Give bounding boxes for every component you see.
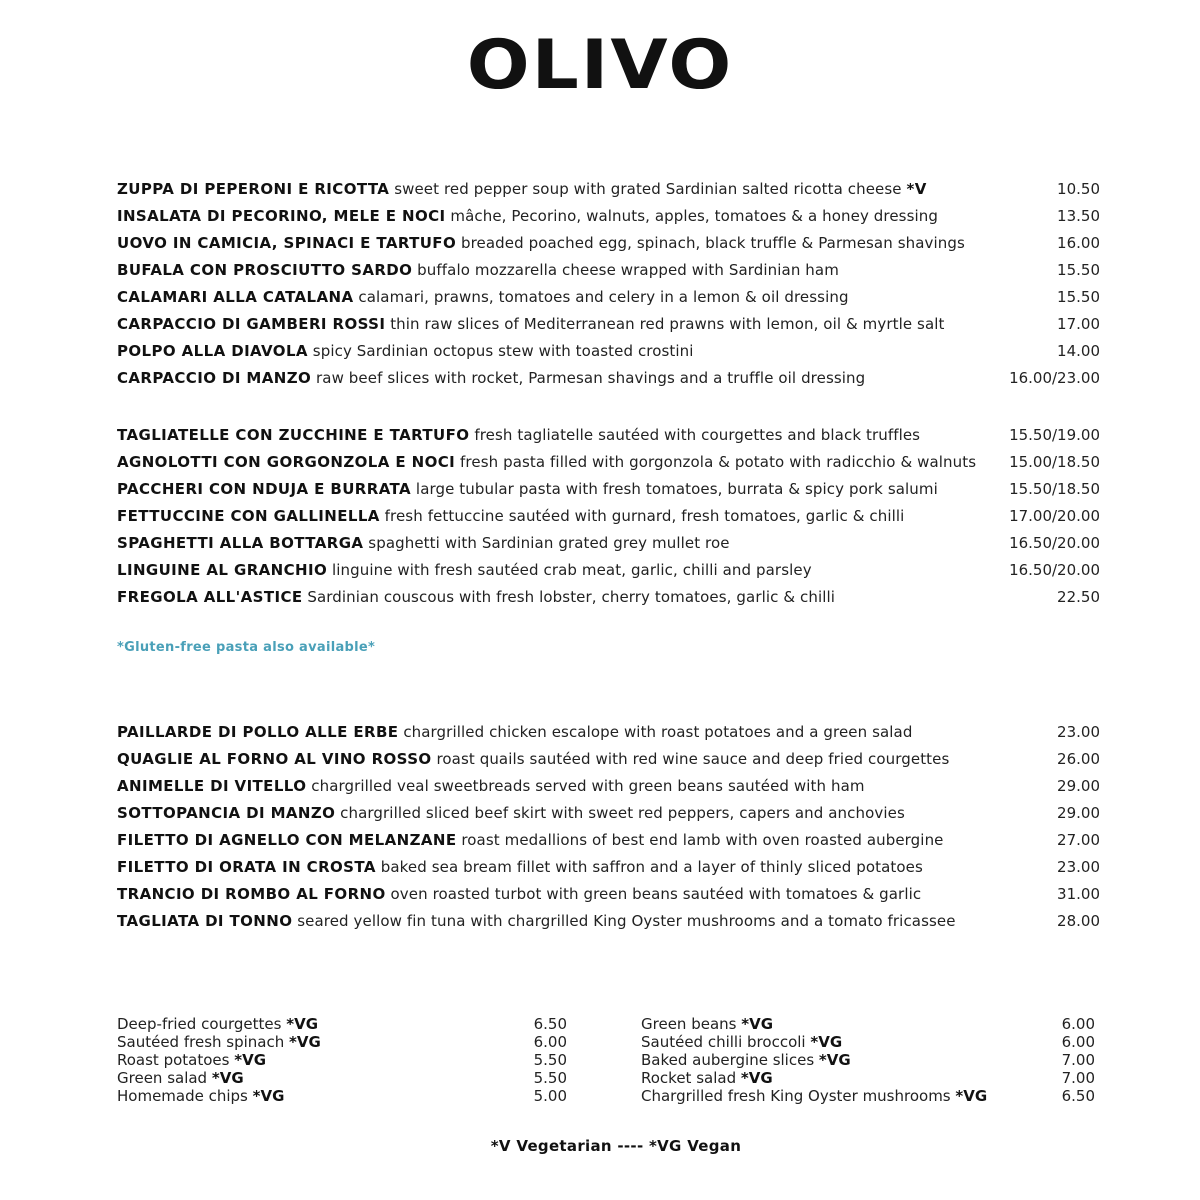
menu-item	[117, 534, 1100, 561]
menu-item-description: buffalo mozzarella cheese wrapped with Sardinian ham	[417, 261, 839, 279]
restaurant-title: OLIVO	[466, 25, 734, 105]
menu-item-description: fresh tagliatelle sautéed with courgettes and black truffles	[474, 426, 921, 444]
menu-item	[117, 912, 1100, 959]
menu-item	[117, 561, 1100, 588]
menu-item-name: FILETTO DI AGNELLO CON MELANZANE	[117, 831, 457, 849]
menu-item-name: INSALATA DI PECORINO, MELE E NOCI	[117, 207, 446, 225]
menu-item-text	[117, 369, 977, 388]
side-item-name: Baked aubergine slices	[641, 1051, 815, 1069]
menu-item-text	[117, 750, 977, 769]
menu-item-description: linguine with fresh sautéed crab meat, garlic, chilli and parsley	[331, 561, 812, 579]
menu-item	[117, 234, 1100, 261]
pasta-note-wrap	[117, 638, 1100, 655]
side-item-name: Green beans	[641, 1015, 737, 1033]
dietary-tag: *VG	[289, 1033, 321, 1051]
dietary-tag: *VG	[211, 1069, 244, 1087]
menu-item-name: BUFALA CON PROSCIUTTO SARDO	[117, 261, 413, 279]
menu-item-text	[117, 507, 977, 526]
menu-item-name: CALAMARI ALLA CATALANA	[117, 288, 354, 306]
menu-item-price: 22.50	[1057, 588, 1100, 606]
menu-item-price: 28.00	[1057, 912, 1100, 930]
menu-item-price: 14.00	[1057, 342, 1100, 360]
menu-item-name: POLPO ALLA DIAVOLA	[117, 342, 308, 360]
menu-item	[117, 426, 1100, 453]
menu-item-price: 15.50	[1057, 261, 1100, 279]
side-item-price: 5.00	[533, 1087, 567, 1105]
menu-item-price: 15.50/18.50	[1009, 480, 1100, 498]
menu-item	[117, 507, 1100, 534]
gluten-free-note: *Gluten-free pasta also available*	[117, 640, 376, 655]
menu-item-price: 10.50	[1057, 180, 1100, 198]
menu-item-name: PACCHERI CON NDUJA E BURRATA	[117, 480, 412, 498]
antipasti-section	[117, 180, 1100, 396]
menu-item-name: AGNOLOTTI CON GORGONZOLA E NOCI	[117, 453, 456, 471]
menu-item-name: LINGUINE AL GRANCHIO	[117, 561, 328, 579]
menu-item-description: roast quails sautéed with red wine sauce and deep fried courgettes	[436, 750, 950, 768]
dietary-tag: *VG	[234, 1051, 267, 1069]
menu-item-description: mâche, Pecorino, walnuts, apples, tomatoes & a honey dressing	[450, 207, 939, 225]
menu-item-text	[117, 426, 977, 445]
dietary-tag: *VG	[818, 1051, 851, 1069]
side-item	[641, 1087, 1095, 1105]
menu-item-text	[117, 234, 977, 253]
menu-item-price: 23.00	[1057, 723, 1100, 741]
menu-item-description: Sardinian couscous with fresh lobster, cherry tomatoes, garlic & chilli	[307, 588, 836, 606]
pasta-section	[117, 426, 1100, 615]
side-item-price: 6.00	[1061, 1015, 1095, 1033]
menu-item-name: QUAGLIE AL FORNO AL VINO ROSSO	[117, 750, 432, 768]
side-item-text	[117, 1087, 284, 1105]
menu-item-name: FETTUCCINE CON GALLINELLA	[117, 507, 380, 525]
menu-item-price: 29.00	[1057, 804, 1100, 822]
menu-item	[117, 342, 1100, 369]
side-item-price: 6.00	[533, 1033, 567, 1051]
side-item	[117, 1087, 567, 1105]
menu-item-name: SPAGHETTI ALLA BOTTARGA	[117, 534, 364, 552]
side-item-name: Roast potatoes	[117, 1051, 230, 1069]
side-item-text	[641, 1051, 851, 1069]
side-item	[117, 1051, 567, 1069]
menu-item-price: 31.00	[1057, 885, 1100, 903]
side-item-text	[641, 1087, 987, 1105]
menu-item-price: 16.00	[1057, 234, 1100, 252]
menu-item-name: TAGLIATELLE CON ZUCCHINE E TARTUFO	[117, 426, 470, 444]
side-item-text	[117, 1051, 266, 1069]
menu-item	[117, 369, 1100, 396]
menu-item-name: CARPACCIO DI MANZO	[117, 369, 312, 387]
side-item-name: Homemade chips	[117, 1087, 248, 1105]
side-item-price: 6.00	[1061, 1033, 1095, 1051]
menu-item-price: 23.00	[1057, 858, 1100, 876]
sides-right	[641, 1015, 1095, 1105]
menu-item-price: 13.50	[1057, 207, 1100, 225]
menu-item-price: 26.00	[1057, 750, 1100, 768]
menu-item-description: large tubular pasta with fresh tomatoes, burrata & spicy pork salumi	[415, 480, 938, 498]
side-item	[117, 1015, 567, 1033]
menu-item-description: calamari, prawns, tomatoes and celery in a lemon & oil dressing	[358, 288, 849, 306]
dietary-tag: *VG	[252, 1087, 285, 1105]
side-item-text	[117, 1069, 244, 1087]
menu-item-name: UOVO IN CAMICIA, SPINACI E TARTUFO	[117, 234, 457, 252]
menu-item-text	[117, 831, 977, 850]
menu-item	[117, 750, 1100, 777]
side-item-name: Sautéed fresh spinach	[117, 1033, 285, 1051]
menu-item	[117, 207, 1100, 234]
menu-item	[117, 804, 1100, 831]
menu-item-price: 15.50/19.00	[1009, 426, 1100, 444]
side-item-text	[117, 1015, 318, 1033]
menu-item-description: fresh pasta filled with gorgonzola & potato with radicchio & walnuts	[460, 453, 977, 471]
menu-item-name: PAILLARDE DI POLLO ALLE ERBE	[117, 723, 399, 741]
menu-item-description: oven roasted turbot with green beans sautéed with tomatoes & garlic	[390, 885, 922, 903]
menu-item	[117, 885, 1100, 912]
menu-item-price: 17.00	[1057, 315, 1100, 333]
menu-item	[117, 315, 1100, 342]
side-item-name: Deep-fried courgettes	[117, 1015, 282, 1033]
menu-item	[117, 261, 1100, 288]
menu-item-description: spaghetti with Sardinian grated grey mullet roe	[368, 534, 730, 552]
menu-item-text	[117, 207, 977, 226]
menu-item-text	[117, 588, 977, 607]
menu-item-name: TAGLIATA DI TONNO	[117, 912, 293, 930]
menu-item-description: roast medallions of best end lamb with oven roasted aubergine	[461, 831, 944, 849]
menu-item-text	[117, 180, 977, 199]
sides-left	[117, 1015, 567, 1105]
menu-item-name: SOTTOPANCIA DI MANZO	[117, 804, 336, 822]
menu-item-text	[117, 315, 977, 334]
dietary-tag: *VG	[810, 1033, 843, 1051]
menu-item-description: spicy Sardinian octopus stew with toasted crostini	[312, 342, 694, 360]
menu-item-name: ZUPPA DI PEPERONI E RICOTTA	[117, 180, 390, 198]
menu-item-text	[117, 261, 977, 280]
side-item-name: Sautéed chilli broccoli	[641, 1033, 806, 1051]
menu-item-text	[117, 723, 977, 742]
menu-item-name: FREGOLA ALL'ASTICE	[117, 588, 303, 606]
menu-item-text	[117, 561, 977, 580]
menu-item-name: TRANCIO DI ROMBO AL FORNO	[117, 885, 386, 903]
side-item-text	[117, 1033, 321, 1051]
menu-item-text	[117, 912, 977, 931]
side-item-text	[641, 1033, 842, 1051]
side-item	[117, 1033, 567, 1051]
menu-item	[117, 453, 1100, 480]
dietary-tag: *VG	[286, 1015, 319, 1033]
dietary-tag: *V	[906, 180, 927, 198]
menu-item-price: 16.50/20.00	[1009, 561, 1100, 579]
menu-item-text	[117, 453, 977, 472]
menu-item-description: chargrilled sliced beef skirt with sweet red peppers, capers and anchovies	[340, 804, 905, 822]
side-item-price: 7.00	[1061, 1051, 1095, 1069]
menu-item-text	[117, 858, 977, 877]
side-item-name: Chargrilled fresh King Oyster mushrooms	[641, 1087, 951, 1105]
menu-item-text	[117, 777, 977, 796]
menu-item-text	[117, 534, 977, 553]
secondi-section	[117, 723, 1100, 959]
menu-item-text	[117, 342, 977, 361]
menu-item-description: chargrilled chicken escalope with roast potatoes and a green salad	[403, 723, 913, 741]
menu-item	[117, 480, 1100, 507]
side-item-text	[641, 1015, 773, 1033]
side-item	[641, 1033, 1095, 1051]
menu-item-text	[117, 480, 977, 499]
dietary-tag: *VG	[740, 1069, 773, 1087]
side-item-price: 6.50	[533, 1015, 567, 1033]
side-item	[117, 1069, 567, 1087]
dietary-tag: *VG	[955, 1087, 988, 1105]
side-item-price: 6.50	[1061, 1087, 1095, 1105]
side-item-name: Rocket salad	[641, 1069, 737, 1087]
menu-item-text	[117, 288, 977, 307]
menu-item-name: FILETTO DI ORATA IN CROSTA	[117, 858, 376, 876]
menu-item-name: ANIMELLE DI VITELLO	[117, 777, 307, 795]
menu-item-name: CARPACCIO DI GAMBERI ROSSI	[117, 315, 386, 333]
side-item	[641, 1015, 1095, 1033]
menu-item-description: breaded poached egg, spinach, black truffle & Parmesan shavings	[461, 234, 965, 252]
side-item-text	[641, 1069, 773, 1087]
menu-item	[117, 723, 1100, 750]
side-item	[641, 1051, 1095, 1069]
menu-item	[117, 858, 1100, 885]
menu-item-description: thin raw slices of Mediterranean red prawns with lemon, oil & myrtle salt	[390, 315, 945, 333]
menu-item-price: 16.50/20.00	[1009, 534, 1100, 552]
menu-item-price: 27.00	[1057, 831, 1100, 849]
menu-item-price: 16.00/23.00	[1009, 369, 1100, 387]
menu-item-price: 29.00	[1057, 777, 1100, 795]
menu-item	[117, 288, 1100, 315]
menu-item-price: 17.00/20.00	[1009, 507, 1100, 525]
dietary-legend: *V Vegetarian ---- *VG Vegan	[490, 1137, 742, 1155]
menu-item-description: chargrilled veal sweetbreads served with green beans sautéed with ham	[311, 777, 865, 795]
menu-item	[117, 588, 1100, 615]
menu-item-text	[117, 804, 977, 823]
menu-item-description: raw beef slices with rocket, Parmesan shavings and a truffle oil dressing	[316, 369, 866, 387]
side-item	[641, 1069, 1095, 1087]
side-item-price: 7.00	[1061, 1069, 1095, 1087]
menu-item	[117, 831, 1100, 858]
menu-item	[117, 777, 1100, 804]
menu-item-description: seared yellow fin tuna with chargrilled King Oyster mushrooms and a tomato fricassee	[297, 912, 956, 930]
menu-item-description: sweet red pepper soup with grated Sardinian salted ricotta cheese	[394, 180, 902, 198]
side-item-name: Green salad	[117, 1069, 208, 1087]
menu-item-price: 15.00/18.50	[1009, 453, 1100, 471]
dietary-tag: *VG	[741, 1015, 774, 1033]
menu-item-price: 15.50	[1057, 288, 1100, 306]
side-item-price: 5.50	[533, 1051, 567, 1069]
side-item-price: 5.50	[533, 1069, 567, 1087]
menu-item-text	[117, 885, 977, 904]
menu-item	[117, 180, 1100, 207]
menu-item-description: baked sea bream fillet with saffron and a layer of thinly sliced potatoes	[380, 858, 923, 876]
menu-item-description: fresh fettuccine sautéed with gurnard, fresh tomatoes, garlic & chilli	[384, 507, 905, 525]
